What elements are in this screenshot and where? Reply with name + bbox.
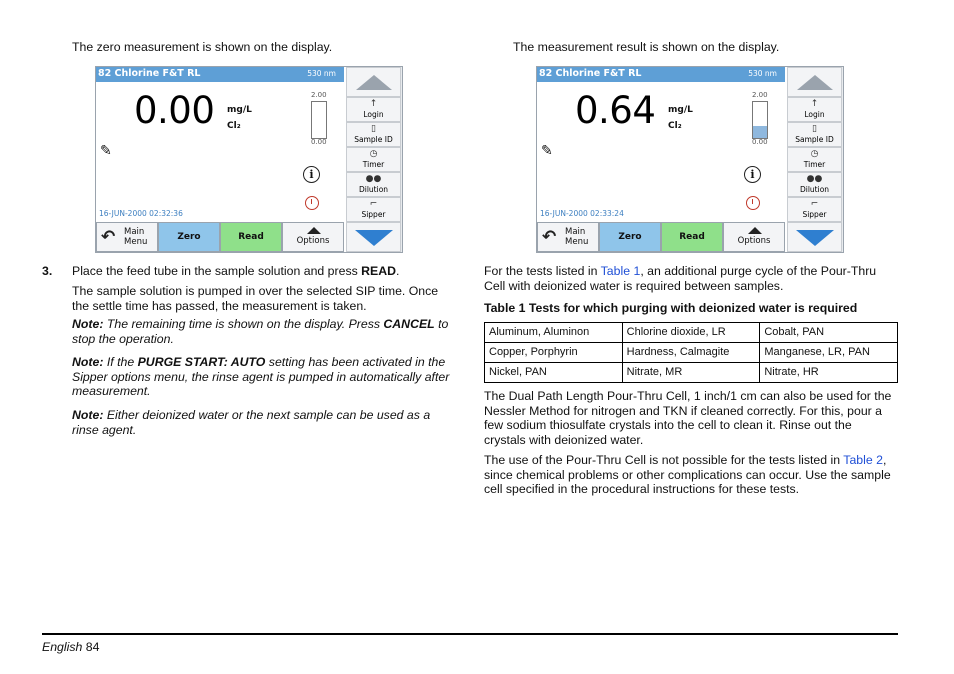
login-button[interactable]: ↑ Login [787, 97, 842, 122]
table-cell: Nitrate, MR [622, 363, 760, 383]
dual-path-paragraph: The Dual Path Length Pour-Thru Cell, 1 inch/1 cm can also be used for the Nessler Method for nitrogen and TKN if cleaned correctly. For this, pour a few sodium thiosulfate crystals into the cell to clean it. Rinse out the crystals with deionized water. [484, 389, 892, 447]
instrument-screen-result [536, 66, 844, 253]
measurement-chemical: Cl₂ [668, 121, 682, 131]
table-1-link[interactable]: Table 1 [600, 264, 641, 278]
note-cancel: Note: The remaining time is shown on the display. Press CANCEL to stop the operation. [72, 317, 449, 346]
sipper-icon: ⌐ [369, 199, 378, 209]
bar-max-label: 2.00 [752, 91, 768, 99]
date-time: 16-JUN-2000 02:32:36 [99, 209, 183, 218]
level-bar [311, 101, 327, 139]
page-footer [42, 640, 99, 655]
zero-button[interactable]: Zero [158, 222, 220, 252]
options-up-icon [748, 227, 762, 234]
scroll-down-button[interactable] [346, 222, 401, 252]
date-time: 16-JUN-2000 02:33:24 [540, 209, 624, 218]
step-text: Place the feed tube in the sample solution and press READ. [72, 264, 400, 278]
sample-icon: ▯ [371, 124, 376, 134]
table-row [485, 323, 898, 343]
login-icon: ↑ [369, 99, 378, 109]
screen-title: 82 Chlorine F&T RL [98, 68, 201, 79]
table-cell: Manganese, LR, PAN [760, 343, 898, 363]
dilution-button[interactable]: ●● Dilution [346, 172, 401, 197]
bar-min-label: 0.00 [311, 138, 327, 146]
measurement-value: 0.64 [575, 89, 656, 132]
info-icon[interactable]: i [303, 166, 320, 183]
bottom-toolbar [96, 222, 344, 252]
bottom-toolbar [537, 222, 785, 252]
instrument-screen-zero [95, 66, 403, 253]
right-caption: The measurement result is shown on the display. [513, 40, 780, 54]
pour-thru-paragraph: The use of the Pour-Thru Cell is not possible for the tests listed in Table 2, since chemical problems or other complications can occur. Use the sample cell specified in the procedural instructions for these tests. [484, 453, 891, 497]
table-cell: Copper, Porphyrin [485, 343, 623, 363]
table-title: Table 1 Tests for which purging with deionized water is required [484, 301, 858, 315]
timer-status-icon [305, 196, 319, 210]
side-toolbar [787, 67, 843, 252]
main-menu-button[interactable]: ↶ Main Menu [96, 222, 158, 252]
info-icon[interactable]: i [744, 166, 761, 183]
sipper-button[interactable]: ⌐ Sipper [787, 197, 842, 222]
sample-icon: ▯ [812, 124, 817, 134]
read-button[interactable]: Read [661, 222, 723, 252]
bar-min-label: 0.00 [752, 138, 768, 146]
wavelength-readout: 530 nm [307, 69, 336, 78]
purge-intro: For the tests listed in Table 1, an additional purge cycle of the Pour-Thru Cell with deionized water is required between samples. [484, 264, 877, 293]
sipper-button[interactable]: ⌐ Sipper [346, 197, 401, 222]
options-button[interactable]: Options [282, 222, 344, 252]
note-rinse: Note: Either deionized water or the next sample can be used as a rinse agent. [72, 408, 431, 437]
table-2-link[interactable]: Table 2 [843, 453, 883, 467]
footer-page-number: 84 [85, 640, 100, 654]
scroll-up-button[interactable] [346, 67, 401, 97]
footer-rule [42, 633, 898, 635]
back-arrow-icon: ↶ [542, 227, 557, 247]
footer-language: English [42, 640, 83, 654]
table-row [485, 343, 898, 363]
screen-header [537, 67, 785, 82]
edit-icon[interactable]: ✎ [541, 143, 553, 159]
sipper-icon: ⌐ [810, 199, 819, 209]
timer-status-icon [746, 196, 760, 210]
side-toolbar [346, 67, 402, 252]
table-cell: Nitrate, HR [760, 363, 898, 383]
main-menu-button[interactable]: ↶ Main Menu [537, 222, 599, 252]
sample-id-button[interactable]: ▯ Sample ID [346, 122, 401, 147]
options-up-icon [307, 227, 321, 234]
screen-title: 82 Chlorine F&T RL [539, 68, 642, 79]
left-caption: The zero measurement is shown on the display. [72, 40, 333, 54]
table-cell: Cobalt, PAN [760, 323, 898, 343]
timer-button[interactable]: ◷ Timer [346, 147, 401, 172]
measurement-unit: mg/L [668, 105, 693, 115]
back-arrow-icon: ↶ [101, 227, 116, 247]
measurement-chemical: Cl₂ [227, 121, 241, 131]
login-button[interactable]: ↑ Login [346, 97, 401, 122]
dilution-icon: ●● [365, 174, 382, 184]
table-cell: Chlorine dioxide, LR [622, 323, 760, 343]
zero-button[interactable]: Zero [599, 222, 661, 252]
step-paragraph: The sample solution is pumped in over the selected SIP time. Once the settle time has passed, the measurement is taken. [72, 284, 439, 313]
step-number: 3. [42, 264, 53, 278]
bar-max-label: 2.00 [311, 91, 327, 99]
level-bar [752, 101, 768, 139]
table-cell: Hardness, Calmagite [622, 343, 760, 363]
login-icon: ↑ [810, 99, 819, 109]
edit-icon[interactable]: ✎ [100, 143, 112, 159]
dilution-icon: ●● [806, 174, 823, 184]
scroll-down-button[interactable] [787, 222, 842, 252]
timer-icon: ◷ [810, 149, 819, 159]
sample-id-button[interactable]: ▯ Sample ID [787, 122, 842, 147]
read-button[interactable]: Read [220, 222, 282, 252]
options-button[interactable]: Options [723, 222, 785, 252]
table-cell: Aluminum, Aluminon [485, 323, 623, 343]
dilution-button[interactable]: ●● Dilution [787, 172, 842, 197]
table-cell: Nickel, PAN [485, 363, 623, 383]
table-row [485, 363, 898, 383]
screen-header [96, 67, 344, 82]
wavelength-readout: 530 nm [748, 69, 777, 78]
timer-icon: ◷ [369, 149, 378, 159]
measurement-unit: mg/L [227, 105, 252, 115]
level-bar-fill [753, 126, 767, 138]
tests-table [484, 322, 898, 383]
note-purge: Note: If the PURGE START: AUTO setting has been activated in the Sipper options menu, the rinse agent is pumped in automatically after measurement. [72, 355, 450, 399]
measurement-value: 0.00 [134, 89, 215, 132]
scroll-up-button[interactable] [787, 67, 842, 97]
timer-button[interactable]: ◷ Timer [787, 147, 842, 172]
